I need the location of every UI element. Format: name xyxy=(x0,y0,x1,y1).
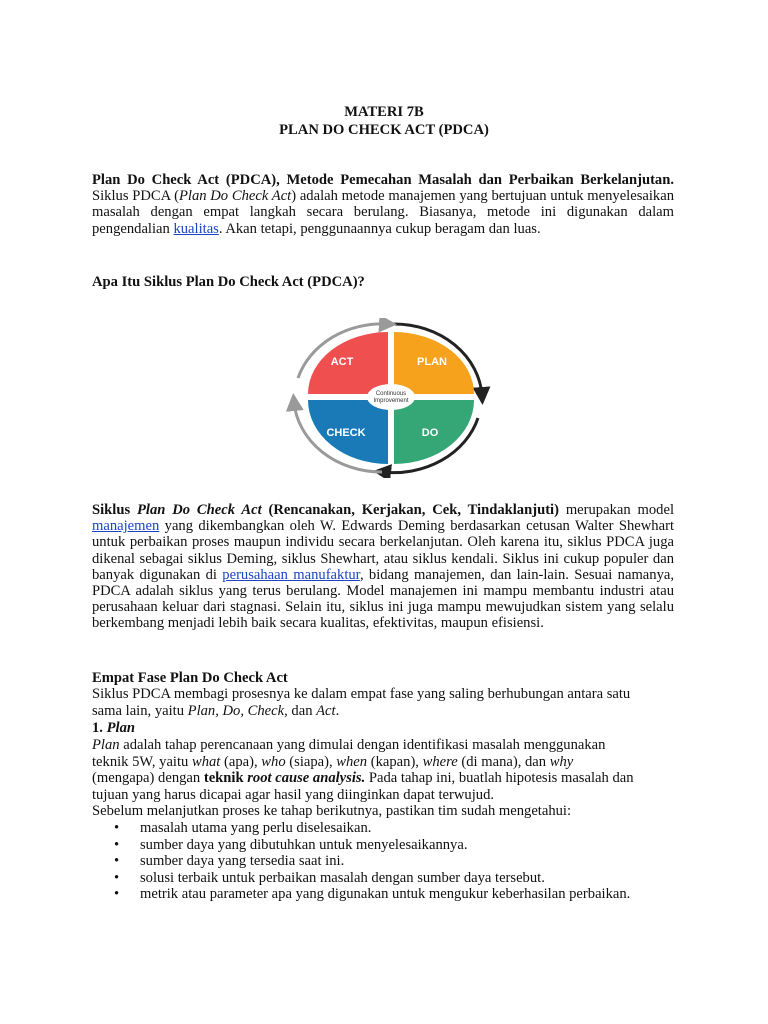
plan-line5: Sebelum melanjutkan proses ke tahap berikutnya, pastikan tim sudah mengetahui: xyxy=(92,803,572,819)
plan-line2: teknik 5W, yaitu what (apa), who (siapa), when (kapan), where (di mana), dan why xyxy=(92,754,574,770)
do-label: DO xyxy=(421,427,439,439)
link-kualitas[interactable]: kualitas xyxy=(173,220,219,237)
list-item: • metrik atau parameter apa yang digunakan untuk mengukur keberhasilan perbaikan. xyxy=(114,886,631,903)
plan-heading: 1. Plan xyxy=(92,720,135,736)
intro-paragraph: Plan Do Check Act (PDCA), Metode Pemecahan Masalah dan Perbaikan Berkelanjutan. Siklus PDCA (Plan Do Check Act) adalah metode manajemen yang bertujuan untuk menyelesaikan masalah dengan empat langkah secara berulang. Biasanya, metode ini digunakan dalam pengendalian kualitas. Akan tetapi, penggunaannya cukup beragam dan luas. xyxy=(92,172,674,237)
plan-line1: Plan adalah tahap perencanaan yang dimulai dengan identifikasi masalah menggunakan xyxy=(92,737,606,753)
heading-apa-itu: Apa Itu Siklus Plan Do Check Act (PDCA)? xyxy=(92,274,365,290)
fase-intro-line2: sama lain, yaitu Plan, Do, Check, dan Act. xyxy=(92,703,340,719)
plan-label: PLAN xyxy=(417,356,447,368)
list-item: • sumber daya yang tersedia saat ini. xyxy=(114,853,345,870)
plan-line4: tujuan yang harus dicapai agar hasil yang diinginkan dapat terwujud. xyxy=(92,787,495,803)
fase-intro-line1: Siklus PDCA membagi prosesnya ke dalam empat fase yang saling berhubungan antara satu xyxy=(92,686,631,702)
list-item: • sumber daya yang dibutuhkan untuk menyelesaikannya. xyxy=(114,836,468,853)
center-label-line1: Continuous xyxy=(375,391,407,397)
link-perusahaan-manufaktur[interactable]: perusahaan manufaktur xyxy=(222,566,360,583)
doc-title-line2: PLAN DO CHECK ACT (PDCA) xyxy=(279,122,489,138)
list-item: • solusi terbaik untuk perbaikan masalah dengan sumber daya tersebut. xyxy=(114,869,545,886)
doc-title-line1: MATERI 7B xyxy=(344,104,424,120)
siklus-paragraph: Siklus Plan Do Check Act (Rencanakan, Kerjakan, Cek, Tindaklanjuti) merupakan model manajemen yang dikembangkan oleh W. Edwards Deming berdasarkan cetusan Walter Shewhart untuk perbaikan proses maupun individu secara berkelanjutan. Oleh karena itu, siklus PDCA juga dikenal sebagai siklus Deming, siklus Shewhart, atau siklus kendali. Siklus ini cukup populer dan banyak digunakan di perusahaan manufaktur, bidang manajemen, dan lain-lain. Sesuai namanya, PDCA adalah siklus yang terus berulang. Model manajemen ini mampu membantu industri atau perusahaan keluar dari stagnasi. Selain itu, siklus ini juga mampu mewujudkan sistem yang selalu berkembang menjadi lebih baik secara kualitas, efektivitas, maupun efisiensi. xyxy=(92,502,674,632)
plan-line3: (mengapa) dengan teknik root cause analysis. Pada tahap ini, buatlah hipotesis masalah dan xyxy=(92,770,634,786)
list-item: • masalah utama yang perlu diselesaikan. xyxy=(114,820,372,836)
pdca-cycle-diagram xyxy=(286,318,496,478)
intro-bold-lead: Plan Do Check Act (PDCA), Metode Pemecahan Masalah dan Perbaikan Berkelanjutan. xyxy=(92,172,674,188)
center-ellipse xyxy=(367,384,415,410)
heading-empat-fase: Empat Fase Plan Do Check Act xyxy=(92,670,288,686)
act-label: ACT xyxy=(330,356,354,368)
center-label-line2: Improvement xyxy=(373,398,409,404)
plan-checklist xyxy=(92,820,630,903)
check-label: CHECK xyxy=(326,427,366,439)
link-manajemen[interactable]: manajemen xyxy=(92,518,160,535)
